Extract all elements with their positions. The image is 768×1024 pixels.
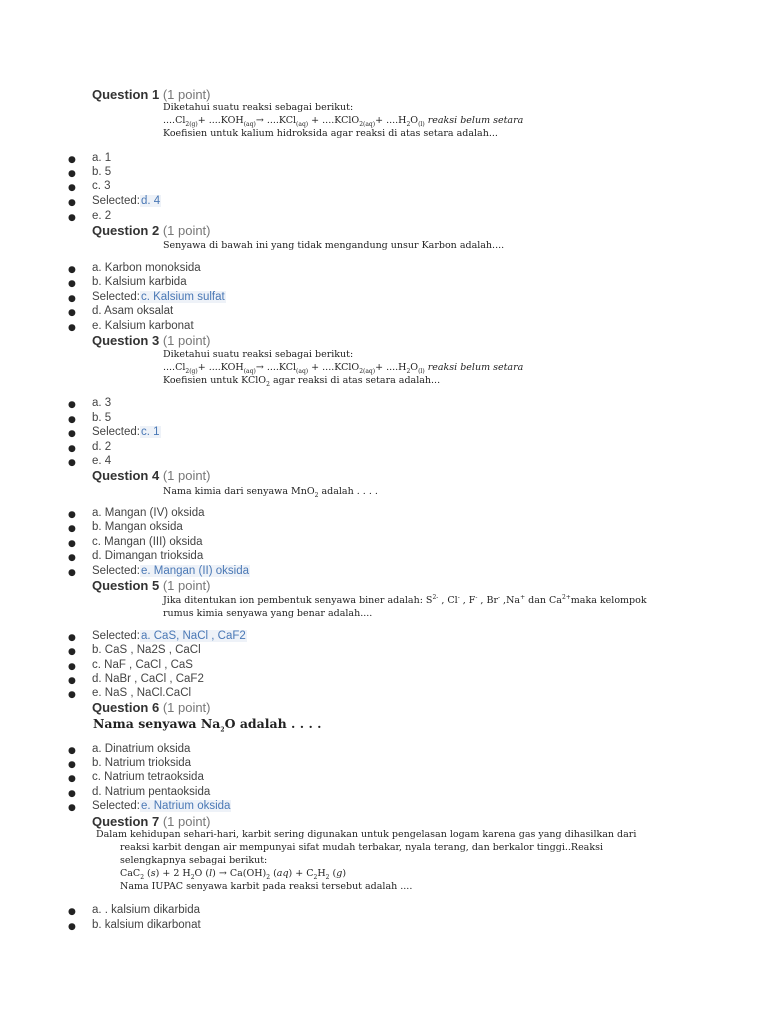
selected-answer: c. 1 <box>140 426 160 438</box>
answer-option-selected[interactable] <box>92 195 161 207</box>
question-prompt: Koefisien untuk kalium hidroksida agar reaksi di atas setara adalah... <box>163 128 498 139</box>
answer-option-a[interactable]: a. 1 <box>92 152 112 164</box>
selected-label: Selected: <box>92 630 140 642</box>
question-points: (1 point) <box>162 468 211 483</box>
question-prompt: Nama IUPAC senyawa karbit pada reaksi tersebut adalah .... <box>120 881 413 892</box>
question-text: selengkapnya sebagai berikut: <box>120 855 268 866</box>
bullet: ● <box>68 265 76 275</box>
bullet: ● <box>68 155 76 165</box>
question-points: (1 point) <box>162 578 211 593</box>
question-prompt: Nama senyawa $Na_2O$ adalah . . . . <box>93 716 322 734</box>
selected-label: Selected: <box>92 291 140 303</box>
bullet: ● <box>68 323 76 333</box>
question-text: Jika ditentukan ion pembentuk senyawa biner adalah: $S^{2-}$ , Cl- , F- , Br- ,Na+ dan $Ca^{2+}maka$ kelompok <box>163 594 647 607</box>
question-points: (1 point) <box>162 223 211 238</box>
answer-option-b[interactable]: b. Kalsium karbida <box>92 276 187 288</box>
bullet: ● <box>68 279 76 289</box>
question-prompt: Senyawa di bawah ini yang tidak mengandung unsur Karbon adalah.... <box>163 240 505 251</box>
answer-option-b[interactable]: b. 5 <box>92 412 112 424</box>
question-3-header <box>92 333 211 348</box>
answer-option-d[interactable]: d. Natrium pentaoksida <box>92 786 211 798</box>
bullet: ● <box>68 690 76 700</box>
question-points: (1 point) <box>162 87 211 102</box>
bullet: ● <box>68 922 76 932</box>
answer-option-d[interactable]: d. 2 <box>92 441 112 453</box>
bullet: ● <box>68 746 76 756</box>
answer-option-a[interactable]: a. Mangan (IV) oksida <box>92 507 205 519</box>
answer-option-b[interactable]: b. kalsium dikarbonat <box>92 919 201 931</box>
answer-option-a[interactable]: a. Karbon monoksida <box>92 262 201 274</box>
question-title: Question 7 <box>92 814 160 829</box>
question-4-header <box>92 468 211 483</box>
question-1-header <box>92 87 211 102</box>
selected-label: Selected: <box>92 565 140 577</box>
selected-answer: d. 4 <box>140 195 161 207</box>
answer-option-a[interactable]: a. Dinatrium oksida <box>92 743 191 755</box>
bullet: ● <box>68 633 76 643</box>
question-points: (1 point) <box>162 333 211 348</box>
question-text: Dalam kehidupan sehari-hari, karbit sering digunakan untuk pengelasan logam karena gas yang dihasilkan dari <box>96 829 637 840</box>
bullet: ● <box>68 539 76 549</box>
selected-answer: e. Natrium oksida <box>140 800 231 812</box>
bullet: ● <box>68 803 76 813</box>
reaction-equation: CaC$_2$ (s) + 2 $H_2O$ $(l) \to Ca(OH)_2$ $(aq) + C_2H_2$ (g) <box>120 868 347 881</box>
question-title: Question 3 <box>92 333 160 348</box>
answer-option-d[interactable]: d. NaBr , CaCl , CaF2 <box>92 673 204 685</box>
bullet: ● <box>68 760 76 770</box>
bullet: ● <box>68 907 76 917</box>
answer-option-selected[interactable] <box>92 630 247 642</box>
question-text: Diketahui suatu reaksi sebagai berikut: <box>163 349 354 360</box>
answer-option-selected[interactable] <box>92 426 161 438</box>
answer-option-b[interactable]: b. CaS , Na2S , CaCl <box>92 644 201 656</box>
answer-option-d[interactable]: d. Dimangan trioksida <box>92 550 204 562</box>
question-prompt: Nama kimia dari senyawa MnO$_2$ adalah . . . . <box>163 486 378 499</box>
bullet: ● <box>68 676 76 686</box>
question-points: (1 point) <box>162 700 211 715</box>
answer-option-b[interactable]: b. Mangan oksida <box>92 521 183 533</box>
question-title: Question 6 <box>92 700 160 715</box>
bullet: ● <box>68 429 76 439</box>
answer-option-selected[interactable] <box>92 565 250 577</box>
bullet: ● <box>68 662 76 672</box>
answer-option-e[interactable]: e. NaS , NaCl.CaCl <box>92 687 192 699</box>
question-text: Diketahui suatu reaksi sebagai berikut: <box>163 102 354 113</box>
answer-option-selected[interactable] <box>92 800 231 812</box>
selected-answer: c. Kalsium sulfat <box>140 291 225 303</box>
bullet: ● <box>68 308 76 318</box>
bullet: ● <box>68 415 76 425</box>
bullet: ● <box>68 774 76 784</box>
answer-option-e[interactable]: e. 4 <box>92 455 112 467</box>
bullet: ● <box>68 400 76 410</box>
answer-option-c[interactable]: c. 3 <box>92 180 111 192</box>
answer-option-c[interactable]: c. Natrium tetraoksida <box>92 771 204 783</box>
selected-label: Selected: <box>92 800 140 812</box>
bullet: ● <box>68 524 76 534</box>
selected-label: Selected: <box>92 426 140 438</box>
reaction-equation: $....Cl_{2(g)}+ ....KOH_{(aq)}\to ....KCl_{(aq)}$ + ....KClO$_{2(aq)}$+ $....H_2O_{(l)}$ reaksi belum setara <box>163 362 524 375</box>
question-title: Question 2 <box>92 223 160 238</box>
answer-option-c[interactable]: c. Mangan (III) oksida <box>92 536 203 548</box>
answer-option-e[interactable]: e. 2 <box>92 210 112 222</box>
bullet: ● <box>68 444 76 454</box>
selected-label: Selected: <box>92 195 140 207</box>
question-title: Question 4 <box>92 468 160 483</box>
question-prompt: rumus kimia senyawa yang benar adalah.... <box>163 608 373 619</box>
question-6-header <box>92 700 211 715</box>
bullet: ● <box>68 198 76 208</box>
bullet: ● <box>68 183 76 193</box>
bullet: ● <box>68 458 76 468</box>
question-points: (1 point) <box>162 814 211 829</box>
bullet: ● <box>68 647 76 657</box>
bullet: ● <box>68 553 76 563</box>
answer-option-c[interactable]: c. NaF , CaCl , CaS <box>92 659 193 671</box>
bullet: ● <box>68 294 76 304</box>
answer-option-a[interactable]: a. 3 <box>92 397 112 409</box>
bullet: ● <box>68 169 76 179</box>
answer-option-e[interactable]: e. Kalsium karbonat <box>92 320 194 332</box>
question-5-header <box>92 578 211 593</box>
question-title: Question 1 <box>92 87 160 102</box>
question-2-header <box>92 223 211 238</box>
reaction-equation: $....Cl_{2(g)}+ ....KOH_{(aq)}\to ....KCl_{(aq)}$ + ....KClO$_{2(aq)}$+ $....H_2O_{(l)}$ reaksi belum setara <box>163 115 524 128</box>
answer-option-b[interactable]: b. Natrium trioksida <box>92 757 192 769</box>
bullet: ● <box>68 568 76 578</box>
selected-answer: a. CaS, NaCl , CaF2 <box>140 630 246 642</box>
answer-option-b[interactable]: b. 5 <box>92 166 112 178</box>
answer-option-a[interactable]: a. . kalsium dikarbida <box>92 904 201 916</box>
question-7-header <box>92 814 211 829</box>
answer-option-d[interactable]: d. Asam oksalat <box>92 305 174 317</box>
question-text: reaksi karbit dengan air mempunyai sifat mudah terbakar, nyala terang, dan berkalor tinggi..Reaksi <box>120 842 604 853</box>
selected-answer: e. Mangan (II) oksida <box>140 565 249 577</box>
bullet: ● <box>68 789 76 799</box>
bullet: ● <box>68 213 76 223</box>
question-title: Question 5 <box>92 578 160 593</box>
question-prompt: Koefisien untuk KClO$_2$ agar reaksi di atas setara adalah... <box>163 375 441 388</box>
bullet: ● <box>68 510 76 520</box>
answer-option-selected[interactable] <box>92 291 226 303</box>
